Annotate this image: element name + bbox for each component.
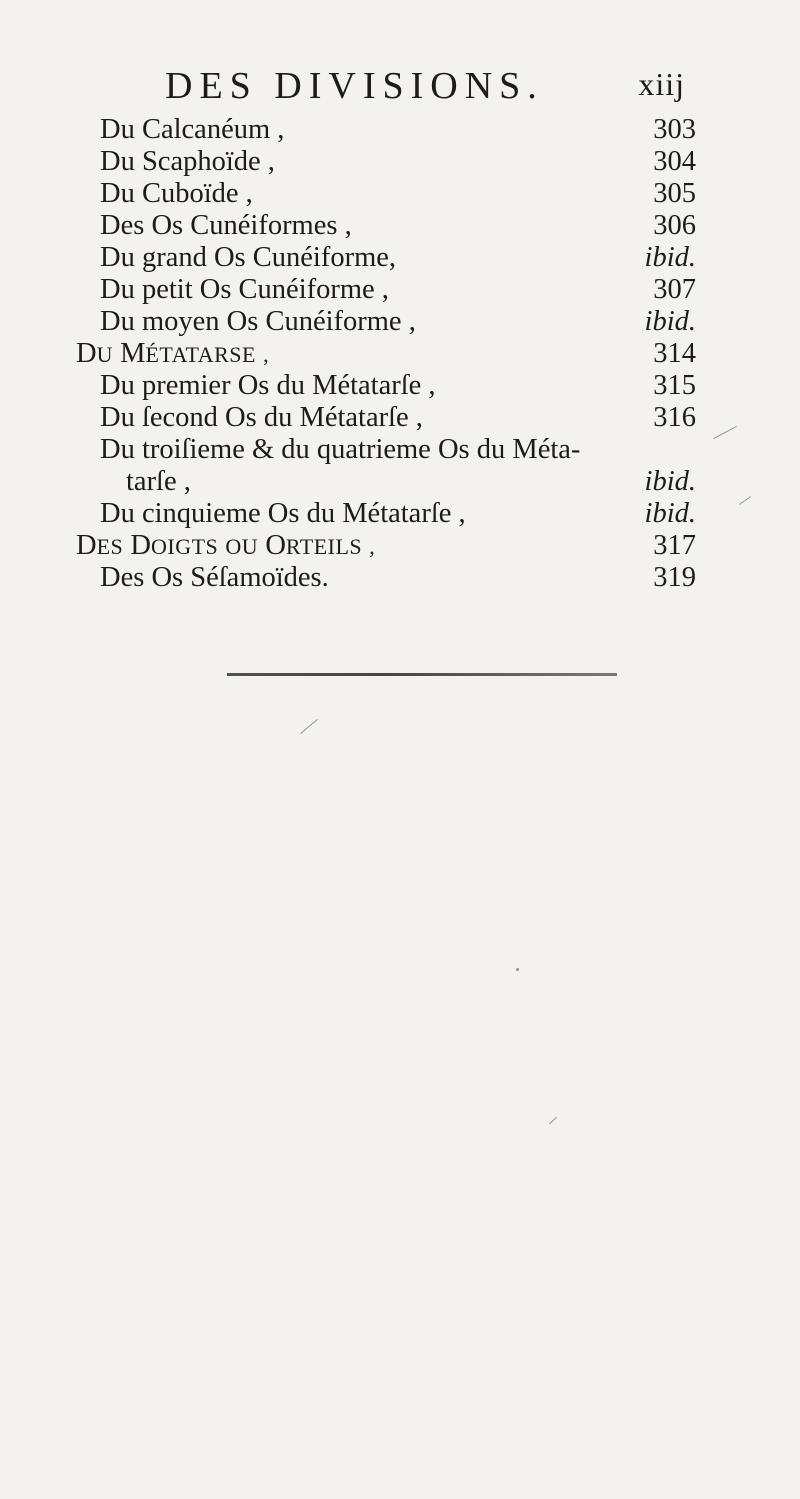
toc-entry-page: 316 [653, 402, 696, 433]
toc-entry [0, 562, 800, 594]
toc-entry-label: Du premier Os du Métatarſe , [100, 370, 436, 401]
toc-entry [0, 146, 800, 178]
toc-section-heading [0, 338, 800, 370]
toc-entry-label: Du petit Os Cunéiforme , [100, 274, 389, 305]
toc-section-text: DES DOIGTS OU ORTEILS , [76, 530, 376, 561]
toc-entry-page: 314 [653, 338, 696, 369]
toc-section-text: DU MÉTATARSE , [76, 338, 270, 369]
toc-entry [0, 434, 800, 466]
toc-entry-label: Du ſecond Os du Métatarſe , [100, 402, 423, 433]
toc-entry-page: ibid. [644, 498, 696, 529]
toc-entry [0, 178, 800, 210]
toc-entry [0, 498, 800, 530]
toc-entry [0, 242, 800, 274]
toc-entry [0, 402, 800, 434]
toc-entry-page: ibid. [644, 306, 696, 337]
toc-entry-label: Du cinquieme Os du Métatarſe , [100, 498, 466, 529]
toc-entry-label: Du grand Os Cunéiforme, [100, 242, 397, 273]
toc-entry-page: 315 [653, 370, 696, 401]
toc-section-label [76, 530, 375, 563]
toc-entry-page: ibid. [644, 242, 696, 273]
toc-entry-label: Du Cuboïde , [100, 178, 253, 209]
toc-entry-page: 305 [653, 178, 696, 209]
toc-entry-page: 307 [653, 274, 696, 305]
toc-entry-continuation [0, 466, 800, 498]
toc-section-label [76, 338, 269, 371]
paper-speck [516, 968, 519, 971]
running-title: DES DIVISIONS. [165, 65, 544, 107]
toc-entry-label: Des Os Cunéiformes , [100, 210, 352, 241]
toc-entry-page: 319 [653, 562, 696, 593]
toc-entry-label: Du moyen Os Cunéiforme , [100, 306, 416, 337]
toc-entry [0, 274, 800, 306]
toc-entry-label: Du troiſieme & du quatrieme Os du Méta- [100, 434, 581, 465]
toc-entry-label: Du Calcanéum , [100, 114, 285, 145]
toc-section-heading [0, 530, 800, 562]
toc-entry-label: tarſe , [126, 466, 191, 497]
running-header [165, 64, 685, 108]
toc-entry-page: 304 [653, 146, 696, 177]
toc-entry [0, 306, 800, 338]
toc-entry-page: ibid. [644, 466, 696, 497]
toc-entry-page: 317 [653, 530, 696, 561]
toc-entry [0, 370, 800, 402]
paper-speck [549, 1117, 557, 1125]
toc-entry-page: 303 [653, 114, 696, 145]
page-folio: xiij [638, 66, 685, 102]
paper-speck [300, 719, 317, 734]
toc-entry-page: 306 [653, 210, 696, 241]
toc-entry-label: Du Scaphoïde , [100, 146, 275, 177]
toc-entry [0, 210, 800, 242]
table-of-contents [0, 114, 800, 594]
toc-entry-label: Des Os Séſamoïdes. [100, 562, 329, 593]
toc-entry [0, 114, 800, 146]
closing-rule [227, 673, 617, 676]
